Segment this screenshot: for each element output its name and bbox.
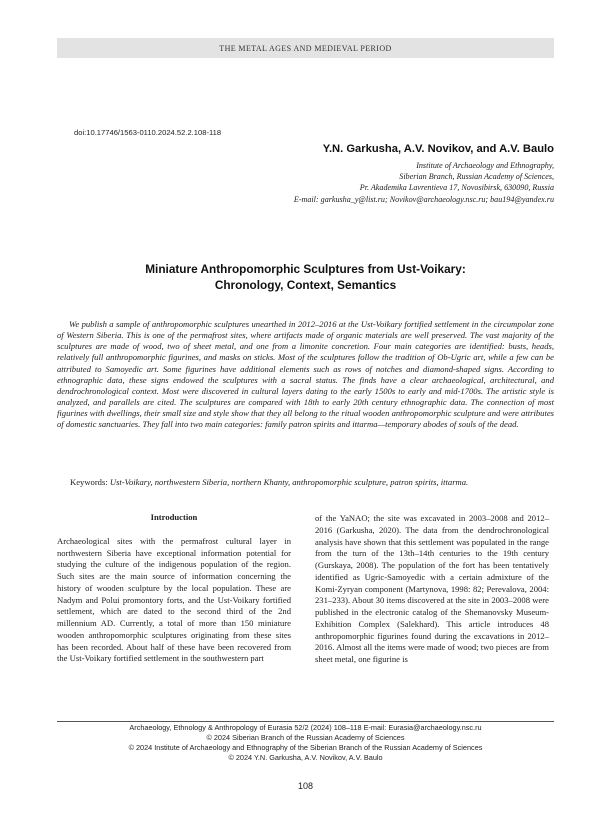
affiliation-address: Pr. Akademika Lavrentieva 17, Novosibirsk, 630090, Russia — [359, 183, 554, 193]
title-line: Chronology, Context, Semantics — [214, 277, 397, 292]
page-number: 108 — [297, 781, 314, 791]
keywords-label: Keywords: — [70, 477, 108, 487]
affiliation-emails[interactable]: E-mail: garkusha_y@list.ru; Novikov@archaeology.nsc.ru; bau194@yandex.ru — [293, 194, 554, 204]
body-paragraph: of the YaNAO; the site was excavated in 2003–2008 and 2012–2016 (Garkusha, 2020). The data from the dendrochronological analysis have shown that this settlement was populated in the range from the turn of the 13th–14th centuries to the 19th century (Gurskaya, 2008). The population of the fort has been tentatively identified as Ugric-Samoyedic with a certain admixture of the Komi-Zyryan component (Martynova, 1998: 82; Perevalova, 2004: 231–233). About 30 items discovered at the site in 2003–2008 were published in the electronic catalog of the Shemanovsky Museum-Exhibition Complex (Salekhard). This article introduces 48 anthropomorphic figurines found during the excavations in 2012–2016. Almost all the items were made of wood; two pieces are from sheet metal, one figurine is — [315, 513, 549, 664]
section-header — [57, 38, 554, 58]
affiliation-block — [294, 160, 554, 205]
affiliation-line: Institute of Archaeology and Ethnography, — [416, 161, 554, 170]
article-title — [57, 262, 554, 293]
section-heading-introduction: Introduction — [150, 512, 198, 522]
author-list: Y.N. Garkusha, A.V. Novikov, and A.V. Baulo — [322, 143, 554, 155]
footer-copyright: © 2024 Y.N. Garkusha, A.V. Novikov, A.V. Baulo — [228, 752, 383, 762]
doi-line[interactable]: doi:10.17746/1563-0110.2024.52.2.108-118 — [74, 128, 222, 137]
abstract: We publish a sample of anthropomorphic sculptures unearthed in 2012–2016 at the Ust-Voikary fortified settlement in the circumpolar zone of Western Siberia. This is one of the permafrost sites, where artifacts made of organic materials are well preserved. The vast majority of the sculptures are made of wood, two of sheet metal, and one from a limonite concretion. Four main categories are identified: busts, heads, relatively full anthropomorphic figurines, and masks on sticks. Most of the sculptures follow the tradition of Ob-Ugric art, while a few can be attributed to Samoyedic art. Some figurines have additional elements such as rows of notches and diamond-shaped signs. According to ethnographic data, these signs endowed the sculptures with a sacral status. The finds have a clear archaeological, architectural, and dendrochronological context. Most were discovered in cultural layers dating to the early 1500s to early and mid-1700s. The artistic style is analyzed, and parallels are cited. The sculptures are compared with 18th to early 20th century ethnographic data. The connection of most figurines with dwellings, their small size and style show that they all belong to the ritual wooden anthropomorphic sculpture and were attributes of domestic sanctuaries. They fall into two main categories: family patron spirits and ittarma—temporary abodes of souls of the dead. — [57, 319, 554, 430]
body-paragraph: Archaeological sites with the permafrost cultural layer in northwestern Siberia have exceptional information potential for studying the culture of the indigenous population of the region. Such sites are the main source of information concerning the history of wooden sculpture by the local population. These are Nadym and Polui promontory forts, and the Ust-Voikary fortified settlement, which are dated to the second third of the 2nd millennium AD. Currently, a total of more than 150 miniature wooden anthropomorphic sculptures originating from these sites has been recorded. About half of these have been recovered from the Ust-Voikary fortified settlement in the southwestern part — [57, 535, 291, 664]
footer-copyright: © 2024 Siberian Branch of the Russian Academy of Sciences — [206, 732, 405, 742]
section-title: THE METAL AGES AND MEDIEVAL PERIOD — [219, 43, 392, 53]
journal-footer — [57, 723, 554, 763]
body-column-right — [315, 513, 549, 666]
keywords — [70, 477, 554, 488]
footer-citation: Archaeology, Ethnology & Anthropology of Eurasia 52/2 (2024) 108–118 E-mail: Eurasia@archaeology.nsc.ru — [129, 723, 482, 732]
affiliation-line: Siberian Branch, Russian Academy of Sciences, — [399, 172, 554, 182]
keywords-text: Ust-Voikary, northwestern Siberia, northern Khanty, anthropomorphic sculpture, patron spirits, ittarma. — [109, 477, 469, 487]
footer-divider — [57, 721, 554, 722]
title-line: Miniature Anthropomorphic Sculptures from Ust-Voikary: — [145, 262, 466, 276]
footer-copyright: © 2024 Institute of Archaeology and Ethnography of the Siberian Branch of the Russian Academy of Sciences — [128, 742, 483, 752]
body-column-left — [57, 512, 291, 665]
